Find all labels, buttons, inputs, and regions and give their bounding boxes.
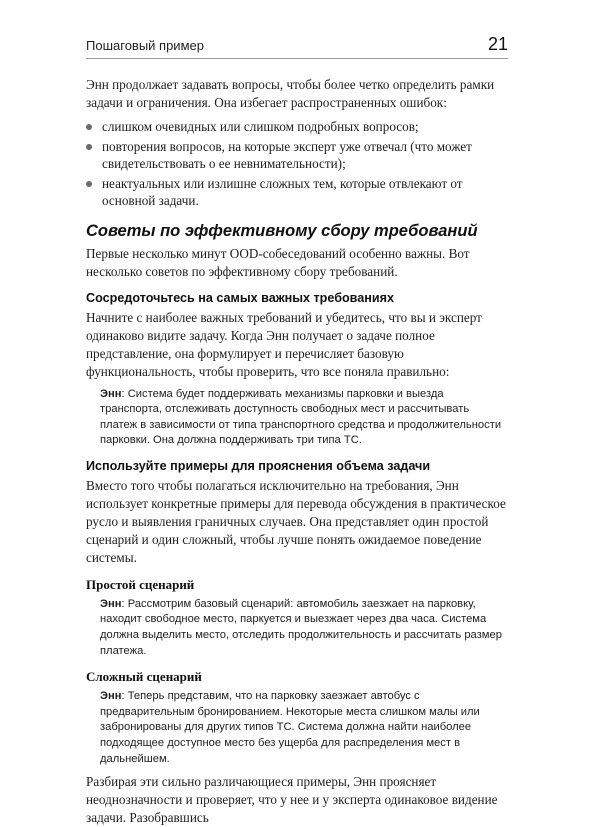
complex-scenario-heading: Сложный сценарий [86, 669, 202, 685]
pitfalls-list [86, 118, 508, 210]
list-item-text: слишком очевидных или слишком подробных вопросов; [102, 119, 419, 134]
bullet-dot-icon [86, 144, 92, 150]
list-item [86, 118, 508, 136]
list-item [86, 175, 508, 210]
dialogue-block [100, 597, 508, 659]
list-item [86, 138, 508, 173]
intro-paragraph: Энн продолжает задавать вопросы, чтобы более четко определить рамки задачи и ограничения. Она избегает распространенных ошибок: [86, 77, 495, 110]
subsection-heading-focus: Сосредоточьтесь на самых важных требованиях [86, 290, 394, 305]
simple-scenario-heading: Простой сценарий [86, 576, 195, 592]
dialogue-block [100, 689, 508, 767]
section-heading: Советы по эффективному сбору требований [86, 221, 478, 240]
examples-paragraph: Вместо того чтобы полагаться исключительно на требования, Энн использует конкретные примеры для перевода обсуждения в практическое русло и выявления граничных случаев. Она представляет один простой сценарий и один сложный, чтобы лучше понять ожидаемое поведение системы. [86, 477, 506, 565]
focus-paragraph: Начните с наиболее важных требований и убедитесь, что вы и эксперт одинаково видите задачу. Когда Энн получает о задаче полное представление, она формулирует и перечисляет базовую функциональность, чтобы проверить, что все поняла правильно: [86, 309, 482, 379]
dialogue-text: : Теперь представим, что на парковку заезжает автобус с предварительным бронированием. Некоторые места слишком малы или забронированы для других типов ТС. Система должна найти наиболее подходящее доступное место без ущерба для распределения мест в дальнейшем. [100, 690, 480, 765]
bullet-dot-icon [86, 124, 92, 130]
list-item-text: повторения вопросов, на которые эксперт уже отвечал (что может свидетельствовать о ее невнимательности); [102, 138, 472, 171]
speaker-name: Энн [100, 387, 122, 400]
dialogue-text: : Рассмотрим базовый сценарий: автомобиль заезжает на парковку, находит свободное место, паркуется и выезжает через два часа. Система должна выделить место, отследить продолжительность и рассчитать размер платежа. [100, 597, 502, 657]
dialogue-text: : Система будет поддерживать механизмы парковки и выезда транспорта, отслеживать доступность свободных мест и рассчитывать платеж в зависимости от типа транспортного средства и продолжительности парковки. Она должна поддерживать три типа ТС. [100, 387, 502, 447]
running-title: Пошаговый пример [86, 38, 204, 53]
speaker-name: Энн [100, 597, 122, 610]
dialogue-block [100, 387, 508, 449]
page-number: 21 [487, 34, 508, 54]
page-content [86, 76, 508, 827]
closing-paragraph: Разбирая эти сильно различающиеся примеры, Энн проясняет неоднозначности и проверяет, что у нее и у эксперта одинаковое видение задачи. Разобравшись [86, 774, 498, 826]
bullet-dot-icon [86, 181, 92, 187]
section-intro: Первые несколько минут OOD-собеседований особенно важны. Вот несколько советов по эффективному сбору требований. [86, 245, 470, 279]
speaker-name: Энн [100, 690, 122, 703]
header-rule [86, 58, 508, 59]
subsection-heading-examples: Используйте примеры для прояснения объема задачи [86, 458, 431, 473]
list-item-text: неактуальных или излишне сложных тем, которые отвлекают от основной задачи. [102, 175, 463, 208]
